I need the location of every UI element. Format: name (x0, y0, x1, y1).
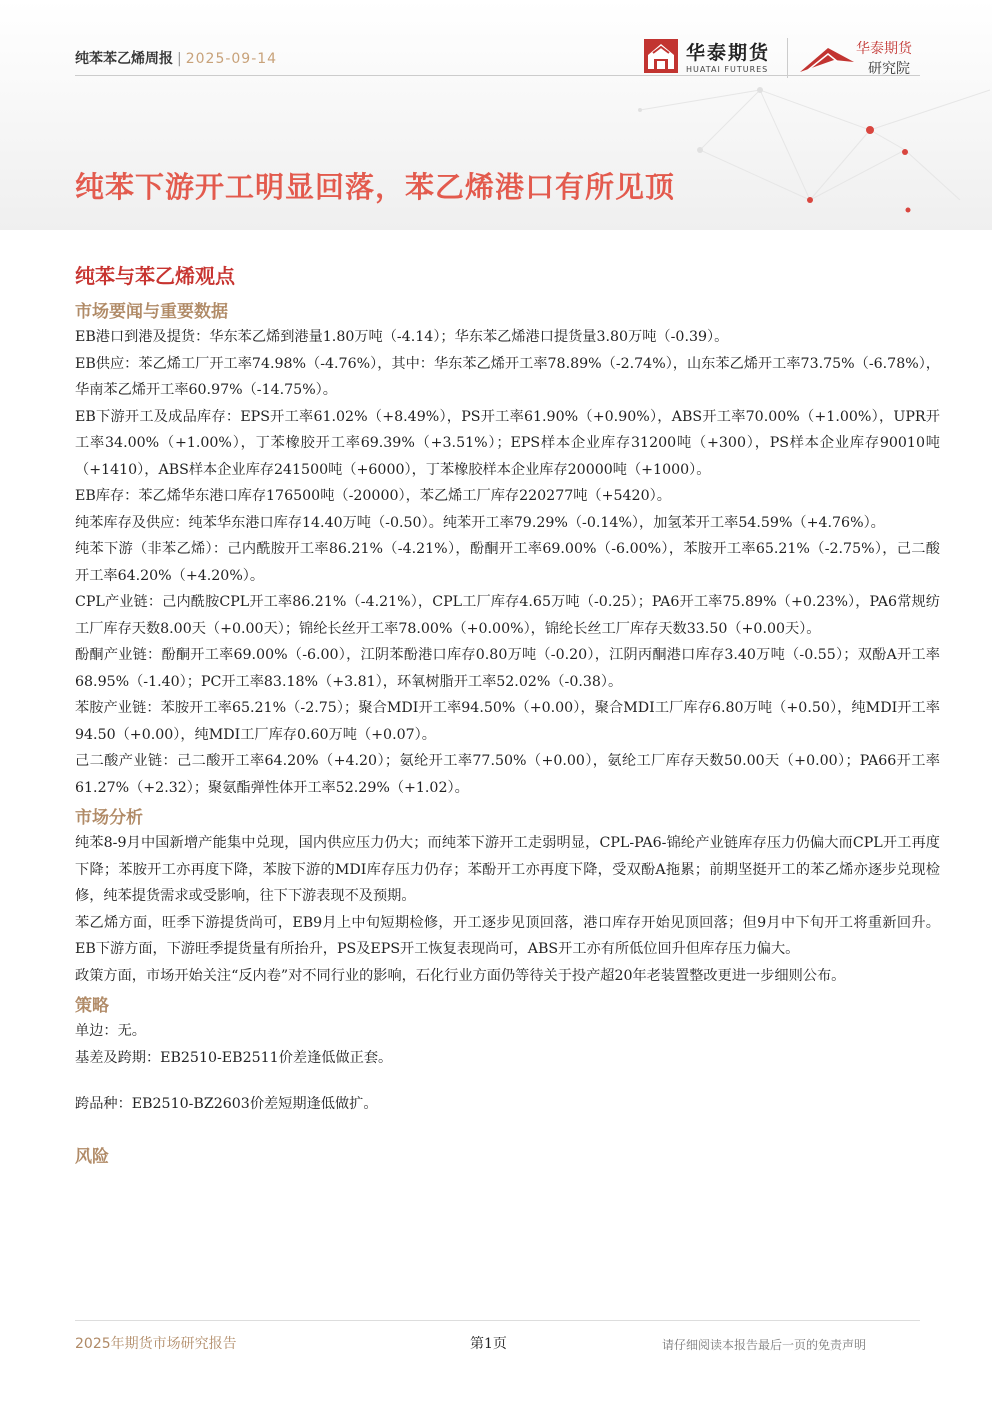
page-number: 第1页 (470, 1336, 507, 1352)
huatai-logo-icon (644, 39, 678, 73)
strategy-item: 单边：无。 (75, 1023, 146, 1039)
news-paragraph: EB港口到港及提货：华东苯乙烯到港量1.80万吨（-4.14）；华东苯乙烯港口提货量3.80万吨（-0.39）。 (75, 329, 729, 345)
news-paragraph: 纯苯下游（非苯乙烯）：己内酰胺开工率86.21%（-4.21%），酚酮开工率69.00%（-6.00%），苯胺开工率65.21%（-2.75%），己二酸开工率64.20%（+4.20%）。 (75, 541, 940, 584)
analysis-paragraph: 纯苯8-9月中国新增产能集中兑现，国内供应压力仍大；而纯苯下游开工走弱明显，CPL-PA6-锦纶产业链库存压力仍偏大而CPL开工再度下降；苯胺开工亦再度下降，苯胺下游的MDI库存压力仍存；苯酚开工亦再度下降，受双酚A拖累；前期坚挺开工的苯乙烯亦逐步兑现检修，纯苯提货需求或受影响，往下下游表现不及预期。 (75, 835, 940, 904)
logo-en: HUATAI FUTURES (686, 65, 769, 74)
news-paragraph: 酚酮产业链：酚酮开工率69.00%（-6.00），江阴苯酚港口库存0.80万吨（-0.20），江阴丙酮港口库存3.40万吨（-0.55）；双酚A开工率68.95%（-1.40）；PC开工率83.18%（+3.81），环氧树脂开工率52.02%（-0.38）。 (75, 647, 940, 690)
news-paragraph: CPL产业链：己内酰胺CPL开工率86.21%（-4.21%），CPL工厂库存4.65万吨（-0.25）；PA6开工率75.89%（+0.23%），PA6常规纺工厂库存天数8.00天（+0.00天）；锦纶长丝开工率78.00%（+0.00%），锦纶长丝工厂库存天数33.50（+0.00天）。 (75, 594, 940, 637)
institute-name-line1: 华泰期货 (856, 41, 912, 57)
disclaimer-note: 请仔细阅读本报告最后一页的免责声明 (662, 1338, 867, 1352)
analysis-paragraph: 政策方面，市场开始关注“反内卷”对不同行业的影响，石化行业方面仍等待关于投产超20年老装置整改更进一步细则公布。 (75, 967, 846, 984)
page-title: 纯苯下游开工明显回落，苯乙烯港口有所见顶 (75, 170, 676, 204)
logo-divider (787, 38, 788, 78)
institute-logo-icon (798, 40, 858, 76)
spacer (75, 1118, 940, 1138)
footer-rule (75, 1320, 920, 1321)
logo-cn: 华泰期货 (686, 42, 771, 64)
footer-report-title: 2025年期货市场研究报告 (75, 1336, 237, 1352)
strategy-item: 基差及跨期：EB2510-EB2511价差逢低做正套。 (75, 1049, 393, 1066)
report-body (75, 297, 940, 1167)
report-name: 纯苯苯乙烯周报 (75, 51, 173, 67)
news-paragraph: EB供应：苯乙烯工厂开工率74.98%（-4.76%），其中：华东苯乙烯开工率78.89%（-2.74%），山东苯乙烯开工率73.75%（-6.78%），华南苯乙烯开工率60.97%（-14.75%）。 (75, 355, 940, 398)
news-paragraph: EB下游开工及成品库存：EPS开工率61.02%（+8.49%），PS开工率61.90%（+0.90%），ABS开工率70.00%（+1.00%），UPR开工率34.00%（+1.00%），丁苯橡胶开工率69.39%（+3.51%）；EPS样本企业库存31200吨（+300），PS样本企业库存90010吨（+1410），ABS样本企业库存241500吨（+6000），丁苯橡胶样本企业库存20000吨（+1000）。 (75, 408, 940, 478)
report-header (75, 48, 277, 68)
news-paragraph: 纯苯库存及供应：纯苯华东港口库存14.40万吨（-0.50）。纯苯开工率79.29%（-0.14%），加氢苯开工率54.59%（+4.76%）。 (75, 514, 885, 531)
risk-heading: 风险 (75, 1146, 109, 1167)
news-heading: 市场要闻与重要数据 (75, 302, 228, 322)
section-main-heading: 纯苯与苯乙烯观点 (75, 264, 235, 288)
header-banner (0, 0, 992, 230)
analysis-heading: 市场分析 (75, 808, 143, 828)
news-paragraph: EB库存：苯乙烯华东港口库存176500吨（-20000），苯乙烯工厂库存220277吨（+5420）。 (75, 488, 671, 504)
strategy-heading: 策略 (75, 996, 109, 1016)
report-date: 2025-09-14 (185, 51, 278, 67)
header-separator: | (177, 51, 182, 67)
institute-name-line2: 研究院 (868, 61, 910, 77)
huatai-logo (644, 38, 770, 74)
news-paragraph: 己二酸产业链：己二酸开工率64.20%（+4.20）；氨纶开工率77.50%（+0.00），氨纶工厂库存天数50.00天（+0.00）；PA66开工率61.27%（+2.32）；聚氨酯弹性体开工率52.29%（+1.02）。 (75, 753, 940, 796)
spacer (75, 1071, 940, 1091)
analysis-paragraph: 苯乙烯方面，旺季下游提货尚可，EB9月上中旬短期检修，开工逐步见顶回落，港口库存开始见顶回落；但9月中下旬开工将重新回升。EB下游方面，下游旺季提货量有所抬升，PS及EPS开工恢复表现尚可，ABS开工亦有所低位回升但库存压力偏大。 (75, 914, 940, 957)
header-rule (75, 75, 920, 76)
news-paragraph: 苯胺产业链：苯胺开工率65.21%（-2.75）；聚合MDI开工率94.50%（+0.00），聚合MDI工厂库存6.80万吨（+0.50），纯MDI开工率94.50（+0.00），纯MDI工厂库存0.60万吨（+0.07）。 (75, 700, 940, 743)
strategy-item: 跨品种：EB2510-BZ2603价差短期逢低做扩。 (75, 1096, 378, 1112)
